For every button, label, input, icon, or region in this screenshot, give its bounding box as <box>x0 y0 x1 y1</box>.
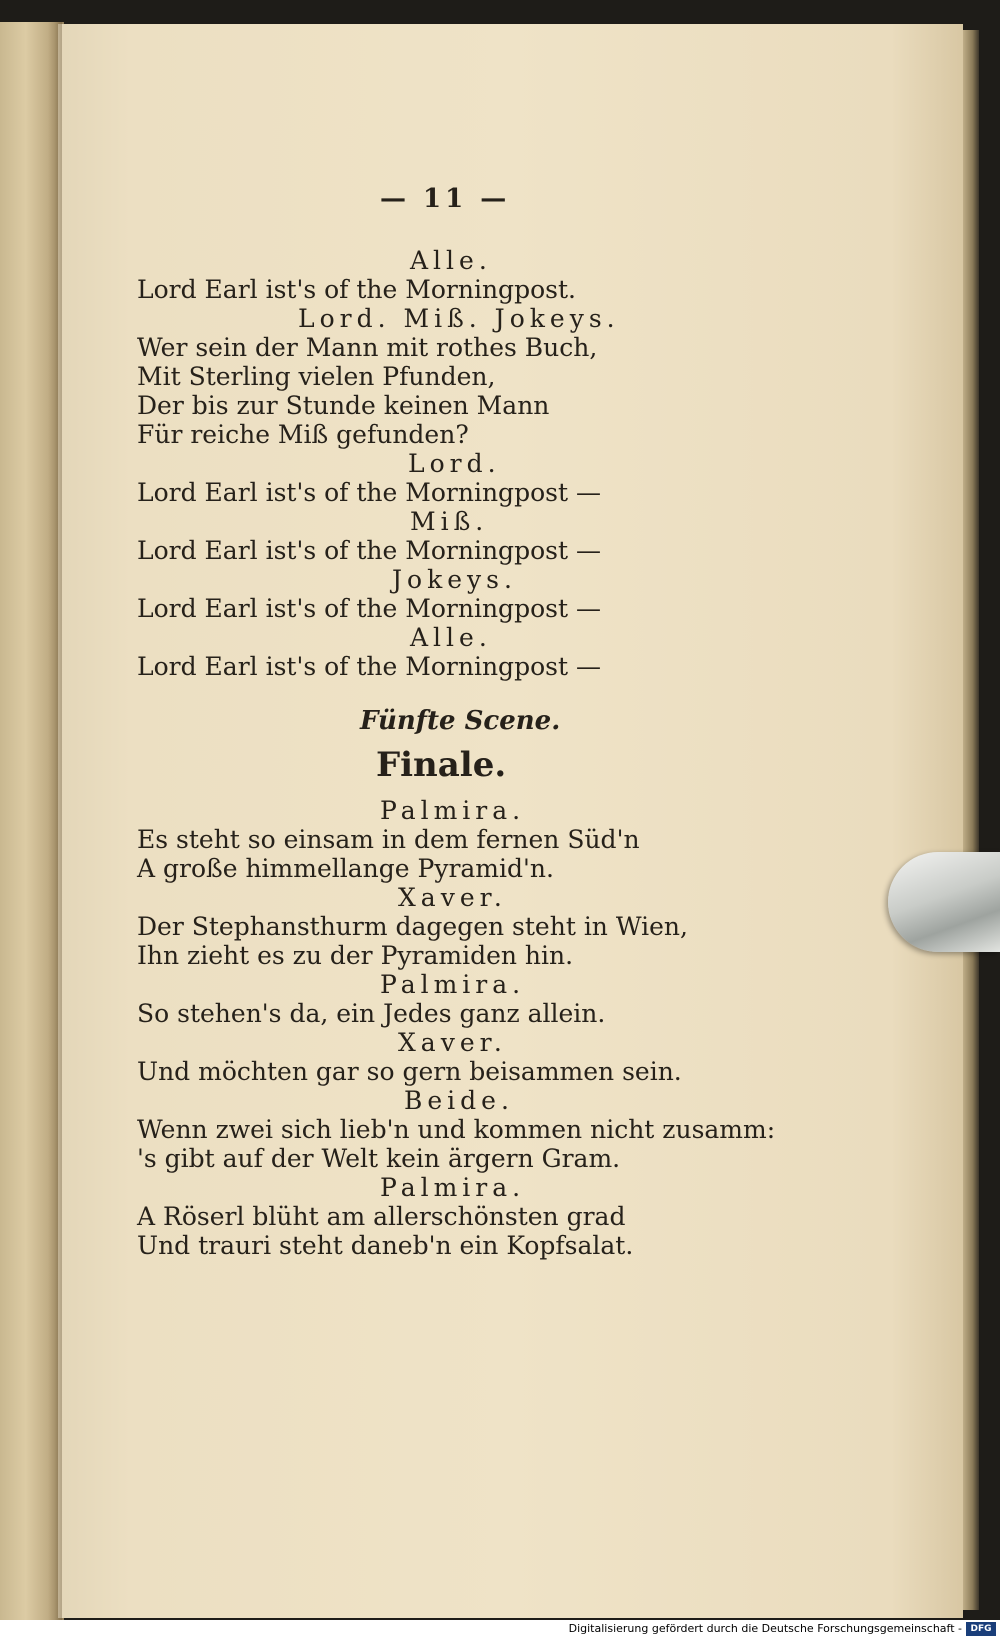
verse-line: A große himmellange Pyramid'n. <box>137 854 554 883</box>
verse-line: Und möchten gar so gern beisammen sein. <box>137 1057 682 1086</box>
verse-line: Wer sein der Mann mit rothes Buch, <box>137 333 598 362</box>
speaker-label: Lord. <box>408 449 501 478</box>
verse-line: Der Stephansthurm dagegen steht in Wien, <box>137 912 688 941</box>
verse-line: Für reiche Miß gefunden? <box>137 420 469 449</box>
section-heading: Finale. <box>376 745 507 785</box>
page-number: — 11 — <box>380 184 511 214</box>
speaker-label: Xaver. <box>398 1028 507 1057</box>
speaker-label: Alle. <box>410 246 492 275</box>
page-edge-shadow <box>963 30 979 1610</box>
verse-line: Lord Earl ist's of the Morningpost — <box>137 478 601 507</box>
verse-line: Lord Earl ist's of the Morningpost — <box>137 536 601 565</box>
verse-line: Lord Earl ist's of the Morningpost. <box>137 275 576 304</box>
speaker-label: Alle. <box>410 623 492 652</box>
verse-line: Es steht so einsam in dem fernen Süd'n <box>137 825 640 854</box>
verse-line: Wenn zwei sich lieb'n und kommen nicht zusamm: <box>137 1115 776 1144</box>
speaker-label: Lord. Miß. Jokeys. <box>298 304 620 333</box>
verse-line: Und trauri steht daneb'n ein Kopfsalat. <box>137 1231 634 1260</box>
verse-line: Lord Earl ist's of the Morningpost — <box>137 652 601 681</box>
speaker-label: Palmira. <box>380 796 526 825</box>
dfg-logo-icon: DFG <box>966 1622 996 1636</box>
verse-line: Ihn zieht es zu der Pyramiden hin. <box>137 941 574 970</box>
page-clip-holder <box>888 852 1000 952</box>
speaker-label: Palmira. <box>380 970 526 999</box>
funding-credit: Digitalisierung gefördert durch die Deutsche Forschungsgemeinschaft - <box>568 1622 962 1635</box>
speaker-label: Miß. <box>410 507 489 536</box>
speaker-label: Palmira. <box>380 1173 526 1202</box>
speaker-label: Xaver. <box>398 883 507 912</box>
verse-line: 's gibt auf der Welt kein ärgern Gram. <box>137 1144 621 1173</box>
verse-line: Der bis zur Stunde keinen Mann <box>137 391 550 420</box>
scene-heading: Fünfte Scene. <box>360 706 561 736</box>
digitization-footer <box>0 1620 1000 1639</box>
verse-line: So stehen's da, ein Jedes ganz allein. <box>137 999 606 1028</box>
verse-line: A Röserl blüht am allerschönsten grad <box>137 1202 626 1231</box>
page-gutter <box>48 22 62 1620</box>
speaker-label: Jokeys. <box>392 565 517 594</box>
verse-line: Mit Sterling vielen Pfunden, <box>137 362 496 391</box>
speaker-label: Beide. <box>404 1086 514 1115</box>
verse-line: Lord Earl ist's of the Morningpost — <box>137 594 601 623</box>
